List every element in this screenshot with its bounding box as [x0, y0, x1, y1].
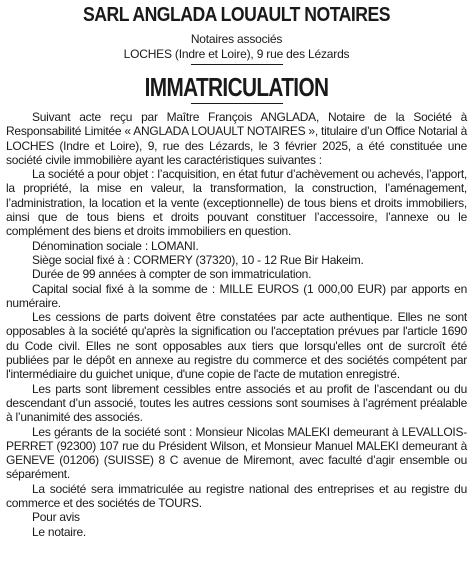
company-subtitle: Notaires associés — [190, 32, 283, 46]
paragraph-duration: Durée de 99 années à compter de son immatriculation. — [32, 267, 312, 282]
paragraph-deed: Suivant acte reçu par Maître François ANGLADA, Notaire de la Société à Responsabilité Limitée « ANGLADA LOUAULT NOTAIRES », titulaire d’un Office Notarial à LOCHES (Indre et Loire), 9, rue des Lézards, le 3 février 2025, a été constituée une société civile immobilière ayant les caractéristiques suivantes : — [6, 110, 467, 167]
closing-signature: Le notaire. — [32, 524, 86, 539]
notice-body — [6, 110, 467, 539]
paragraph-approval: Les parts sont librement cessibles entre associés et au profit de l’ascendant ou du descendant d’un associé, toutes les autres cessions sont soumises à l’agrément préalable à l’unanimité des associés. — [6, 381, 467, 425]
company-address: LOCHES (Indre et Loire), 9 rue des Lézards — [123, 46, 350, 61]
title-divider — [191, 103, 283, 104]
notice-title: IMMATRICULATION — [144, 72, 329, 102]
closing-pour-avis: Pour avis — [32, 510, 80, 525]
paragraph-name: Dénomination sociale : LOMANI. — [32, 238, 199, 253]
company-name: SARL ANGLADA LOUAULT NOTAIRES — [83, 3, 390, 26]
paragraph-transfers: Les cessions de parts doivent être constatées par acte authentique. Elles ne sont opposables à la société qu'après la signification ou l'acceptation prévues par l'article 1690 du Code civil. Elles ne sont opposables aux tiers que lorsqu'elles ont de surcroît été publiées par le dépôt en annexe au registre du commerce et des sociétés compétent par l'intermédiaire du guichet unique, d'une copie de l'acte de mutation enregistré. — [6, 310, 467, 382]
paragraph-managers: Les gérants de la société sont : Monsieur Nicolas MALEKI demeurant à LEVALLOIS-PERRET (92300) 107 rue du Président Wilson, et Monsieur Manuel MALEKI demeurant à GENEVE (01206) (SUISSE) 8 C avenue de Miremont, avec faculté d’agir ensemble ou séparément. — [6, 424, 467, 482]
paragraph-registration: La société sera immatriculée au registre national des entreprises et au registre du commerce et des sociétés de TOURS. — [6, 481, 467, 511]
paragraph-capital: Capital social fixé à la somme de : MILLE EUROS (1 000,00 EUR) par apports en numéraire. — [6, 281, 467, 310]
paragraph-seat: Siège social fixé à : CORMERY (37320), 10 - 12 Rue Bir Hakeim. — [32, 252, 364, 267]
header-divider — [191, 64, 283, 65]
paragraph-purpose: La société a pour objet : l’acquisition, en état futur d’achèvement ou achevés, l’apport, la propriété, la mise en valeur, la transformation, la construction, l’aménagement, l’administration, la location et la vente (exceptionnelle) de tous biens et droits immobiliers, ainsi que de tous biens et droits pouvant constituer l’accessoire, l’annexe ou le complément des biens et droits immobiliers en question. — [6, 167, 467, 239]
